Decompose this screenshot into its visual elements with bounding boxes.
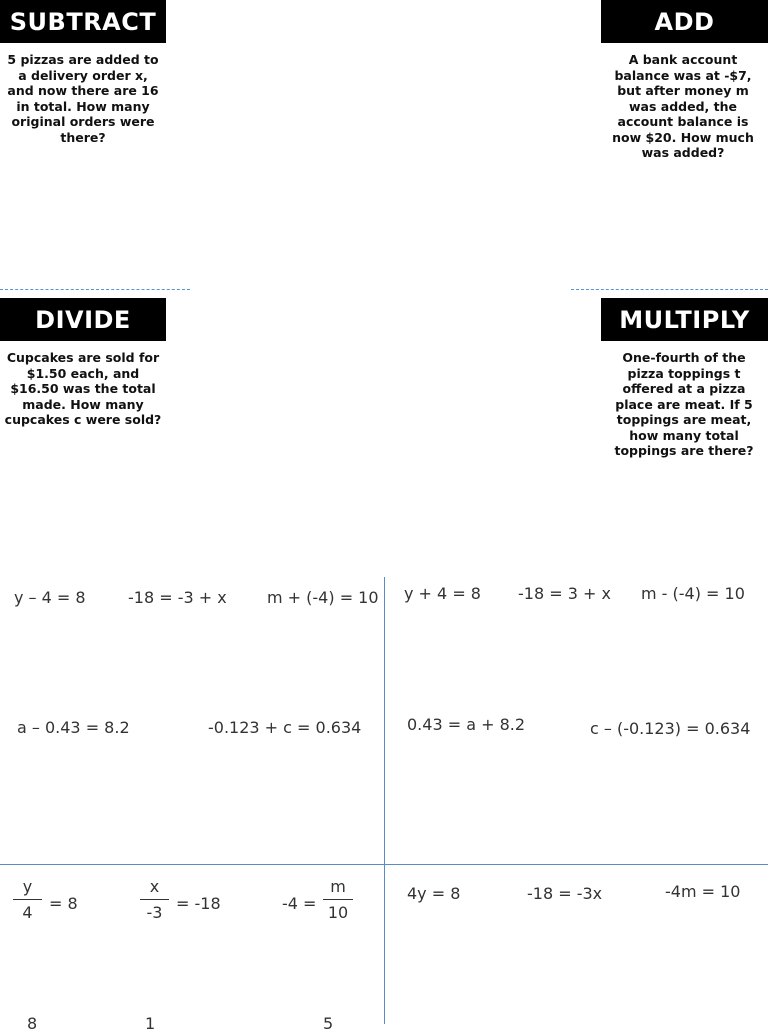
fraction: [323, 878, 353, 922]
multiply-prompt: One-fourth of the pizza toppings t offered at a pizza place are meat. If 5 toppings are meat, how many total toppings are there?: [614, 350, 754, 458]
equation: m + (-4) = 10: [267, 588, 379, 607]
fraction: [13, 878, 42, 922]
equation-lhs: -4 =: [282, 894, 317, 913]
equation: -18 = 3 + x: [518, 584, 611, 603]
divide-prompt: Cupcakes are sold for $1.50 each, and $16.50 was the total made. How many cupcakes c were sold?: [4, 350, 162, 427]
equation: a – 0.43 = 8.2: [17, 718, 130, 737]
cutoff-number: 8: [27, 1014, 38, 1033]
fraction: [140, 878, 169, 922]
equation: c – (-0.123) = 0.634: [590, 719, 751, 738]
subtract-label: SUBTRACT: [0, 0, 166, 43]
equation: -4m = 10: [665, 882, 741, 901]
multiply-label: MULTIPLY: [601, 298, 768, 341]
subtract-prompt: 5 pizzas are added to a delivery order x, and now there are 16 in total. How many original orders were there?: [7, 52, 159, 145]
cutoff-number: 5: [323, 1014, 334, 1033]
cut-line-right: [571, 289, 768, 290]
grid-horizontal-line: [0, 864, 768, 865]
fraction-bar: [13, 899, 42, 900]
numerator: y: [22, 877, 33, 896]
equation: y – 4 = 8: [14, 588, 86, 607]
grid-vertical-line: [384, 577, 385, 1024]
fraction-bar: [140, 899, 169, 900]
numerator: x: [149, 877, 160, 896]
equation: 4y = 8: [407, 884, 461, 903]
equation: 0.43 = a + 8.2: [407, 715, 526, 734]
cut-line-left: [0, 289, 190, 290]
cutoff-number: 1: [145, 1014, 156, 1033]
equation: -0.123 + c = 0.634: [208, 718, 362, 737]
denominator: -3: [146, 903, 163, 922]
numerator: m: [330, 877, 346, 896]
equation: -18 = -3x: [527, 884, 603, 903]
equation: y + 4 = 8: [404, 584, 481, 603]
fraction-bar: [323, 899, 353, 900]
equation-rhs: = 8: [49, 894, 78, 913]
denominator: 4: [22, 903, 33, 922]
add-prompt: A bank account balance was at -$7, but after money m was added, the account balance is now $20. How much was added?: [612, 52, 754, 160]
denominator: 10: [327, 903, 349, 922]
add-label: ADD: [601, 0, 768, 43]
equation-rhs: = -18: [176, 894, 221, 913]
equation: -18 = -3 + x: [128, 588, 227, 607]
equation: m - (-4) = 10: [641, 584, 745, 603]
divide-label: DIVIDE: [0, 298, 166, 341]
